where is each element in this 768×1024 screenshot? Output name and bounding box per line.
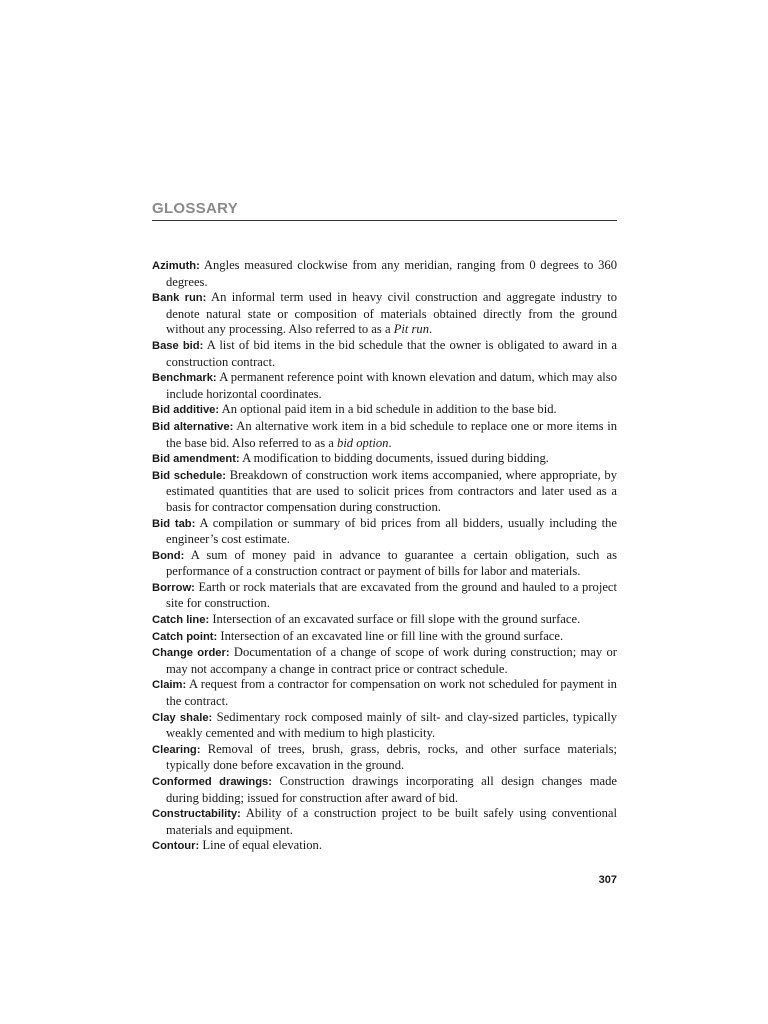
glossary-term: Bid additive:	[152, 404, 220, 417]
glossary-definition: Breakdown of construction work items accompanied, where appropriate, by estimated quantities that are used to solicit prices from contractors and later used as a basis for contractor compensation during construction.	[166, 467, 617, 514]
glossary-definition: A modification to bidding documents, issued during bidding.	[242, 451, 549, 466]
glossary-term: Bank run:	[152, 292, 207, 305]
glossary-entry	[152, 258, 617, 290]
glossary-term: Contour:	[152, 840, 200, 853]
glossary-entry	[152, 710, 617, 742]
glossary-punctuation: .	[429, 322, 433, 337]
glossary-term: Base bid:	[152, 339, 204, 352]
glossary-entry	[152, 774, 617, 806]
glossary-term: Catch point:	[152, 630, 218, 643]
glossary-entry	[152, 419, 617, 451]
glossary-definition: Ability of a construction project to be built safely using conventional materials and equipment.	[166, 806, 617, 837]
title-rule	[152, 220, 617, 221]
page-title: GLOSSARY	[152, 200, 239, 217]
glossary-term: Clearing:	[152, 743, 201, 756]
glossary-term: Bid tab:	[152, 517, 196, 530]
glossary-entry	[152, 838, 617, 855]
glossary-entry	[152, 370, 617, 402]
glossary-punctuation: .	[388, 435, 392, 450]
glossary-emphasis: bid option	[337, 435, 389, 450]
glossary-definition: Construction drawings incorporating all design changes made during bidding; issued for construction after award of bid.	[166, 774, 618, 805]
glossary-list	[152, 258, 617, 855]
glossary-entry	[152, 677, 617, 709]
glossary-entry	[152, 548, 617, 580]
glossary-term: Bid alternative:	[152, 420, 234, 433]
glossary-definition: A permanent reference point with known elevation and datum, which may also include horizontal coordinates.	[166, 370, 617, 401]
glossary-entry	[152, 338, 617, 370]
glossary-definition: Sedimentary rock composed mainly of silt- and clay-sized particles, typically weakly cemented and with medium to high plasticity.	[166, 709, 618, 741]
glossary-term: Conformed drawings:	[152, 776, 272, 788]
glossary-definition: An optional paid item in a bid schedule in addition to the base bid.	[221, 402, 557, 417]
glossary-definition: A list of bid items in the bid schedule that the owner is obligated to award in a construction contract.	[166, 337, 617, 369]
glossary-definition: Documentation of a change of scope of work during construction; may or may not accompany a change in contract price or contract schedule.	[166, 645, 617, 676]
glossary-emphasis: Pit run	[393, 322, 430, 337]
glossary-term: Claim:	[152, 679, 187, 692]
glossary-term: Azimuth:	[152, 260, 200, 272]
glossary-definition: Line of equal elevation.	[202, 838, 322, 853]
glossary-definition: Earth or rock materials that are excavated from the ground and hauled to a project site for construction.	[166, 579, 617, 611]
glossary-term: Benchmark:	[152, 372, 217, 385]
glossary-entry	[152, 742, 617, 774]
glossary-entry	[152, 806, 617, 838]
glossary-term: Bid schedule:	[152, 469, 226, 482]
glossary-term: Change order:	[152, 647, 230, 660]
glossary-entry	[152, 580, 617, 612]
glossary-definition: A sum of money paid in advance to guarantee a certain obligation, such as performance of a construction contract or payment of bills for labor and materials.	[166, 547, 617, 579]
glossary-definition: Intersection of an excavated line or fill line with the ground surface.	[220, 628, 564, 643]
glossary-entry	[152, 516, 617, 548]
glossary-entry	[152, 451, 617, 468]
glossary-term: Constructability:	[152, 808, 241, 821]
glossary-entry	[152, 402, 617, 419]
glossary-definition: A compilation or summary of bid prices from all bidders, usually including the engineer’s cost estimate.	[166, 515, 618, 547]
glossary-definition: Angles measured clockwise from any meridian, ranging from 0 degrees to 360 degrees.	[166, 258, 617, 289]
glossary-term: Borrow:	[152, 581, 195, 594]
glossary-definition: Intersection of an excavated surface or fill slope with the ground surface.	[212, 612, 581, 627]
glossary-entry	[152, 468, 617, 516]
glossary-definition: An alternative work item in a bid schedule to replace one or more items in the base bid. Also referred to as a	[166, 418, 617, 450]
glossary-definition: A request from a contractor for compensation on work not scheduled for payment in the contract.	[166, 677, 617, 709]
glossary-entry	[152, 612, 617, 629]
glossary-definition: An informal term used in heavy civil construction and aggregate industry to denote natural state or composition of materials obtained directly from the ground without any processing. Also referred to as a	[166, 290, 617, 337]
glossary-entry	[152, 645, 617, 677]
glossary-term: Bid amendment:	[152, 453, 240, 466]
glossary-term: Bond:	[152, 549, 185, 562]
glossary-entry	[152, 290, 617, 338]
glossary-entry	[152, 629, 617, 646]
page-number: 307	[598, 874, 617, 886]
glossary-term: Clay shale:	[152, 711, 213, 724]
glossary-definition: Removal of trees, brush, grass, debris, rocks, and other surface materials; typically done before excavation in the ground.	[166, 741, 617, 773]
glossary-term: Catch line:	[152, 614, 210, 627]
